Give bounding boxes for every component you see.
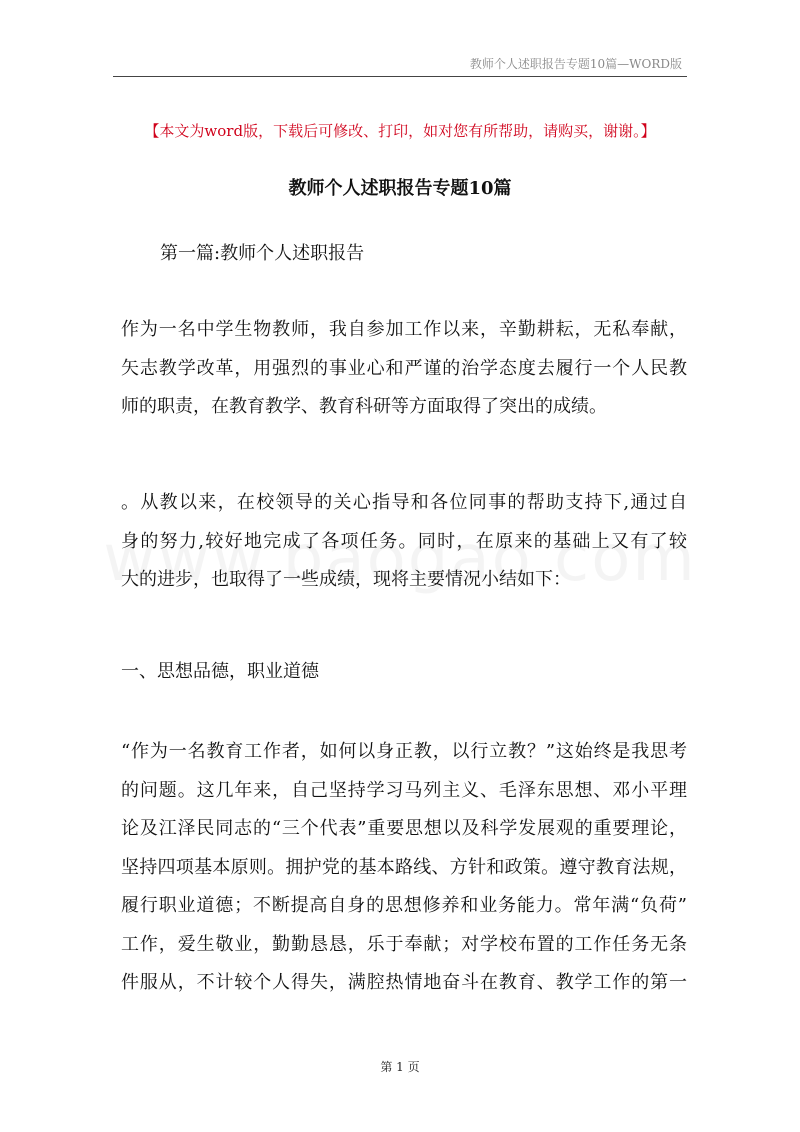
sub-heading: 一、思想品德，职业道德	[121, 661, 319, 682]
header-rule	[113, 76, 687, 77]
running-header: 教师个人述职报告专题10篇—WORD版	[469, 57, 682, 71]
paragraph-line: 作为一名中学生物教师，我自参加工作以来，辛勤耕耘，无私奉献，	[121, 319, 687, 340]
paragraph-line: “作为一名教育工作者，如何以身正教，以行立教？”这始终是我思考	[121, 741, 687, 762]
paragraph-line: 工作，爱生敬业，勤勤恳恳，乐于奉献；对学校布置的工作任务无条	[121, 933, 687, 955]
paragraph-1	[121, 311, 687, 427]
purchase-notice: 【本文为word版，下载后可修改、打印，如对您有所帮助，请购买，谢谢。】	[144, 122, 656, 140]
paragraph-line: 件服从，不计较个人得失，满腔热情地奋斗在教育、教学工作的第一	[121, 972, 687, 993]
paragraph-3	[121, 733, 687, 1003]
paragraph-line: 大的进步，也取得了一些成绩，现将主要情况小结如下：	[121, 569, 571, 590]
section-heading: 第一篇:教师个人述职报告	[160, 243, 365, 264]
paragraph-line: 履行职业道德；不断提高自身的思想修养和业务能力。常年满“负荷”	[121, 895, 687, 916]
paragraph-line: 师的职责，在教育教学、教育科研等方面取得了突出的成绩。	[121, 396, 607, 417]
paragraph-line: 矢志教学改革，用强烈的事业心和严谨的治学态度去履行一个人民教	[121, 357, 687, 379]
paragraph-line: 论及江泽民同志的“三个代表”重要思想以及科学发展观的重要理论，	[121, 818, 687, 839]
page-number: 第 1 页	[380, 1060, 420, 1074]
paragraph-2	[121, 484, 687, 600]
paragraph-line: 的问题。这几年来，自己坚持学习马列主义、毛泽东思想、邓小平理	[121, 779, 687, 801]
paragraph-line: 坚持四项基本原则。拥护党的基本路线、方针和政策。遵守教育法规，	[121, 856, 687, 878]
paragraph-line: 。从教以来，在校领导的关心指导和各位同事的帮助支持下,通过自	[121, 492, 687, 513]
document-title: 教师个人述职报告专题10篇	[288, 178, 512, 199]
paragraph-line: 身的努力,较好地完成了各项任务。同时，在原来的基础上又有了较	[121, 530, 687, 552]
